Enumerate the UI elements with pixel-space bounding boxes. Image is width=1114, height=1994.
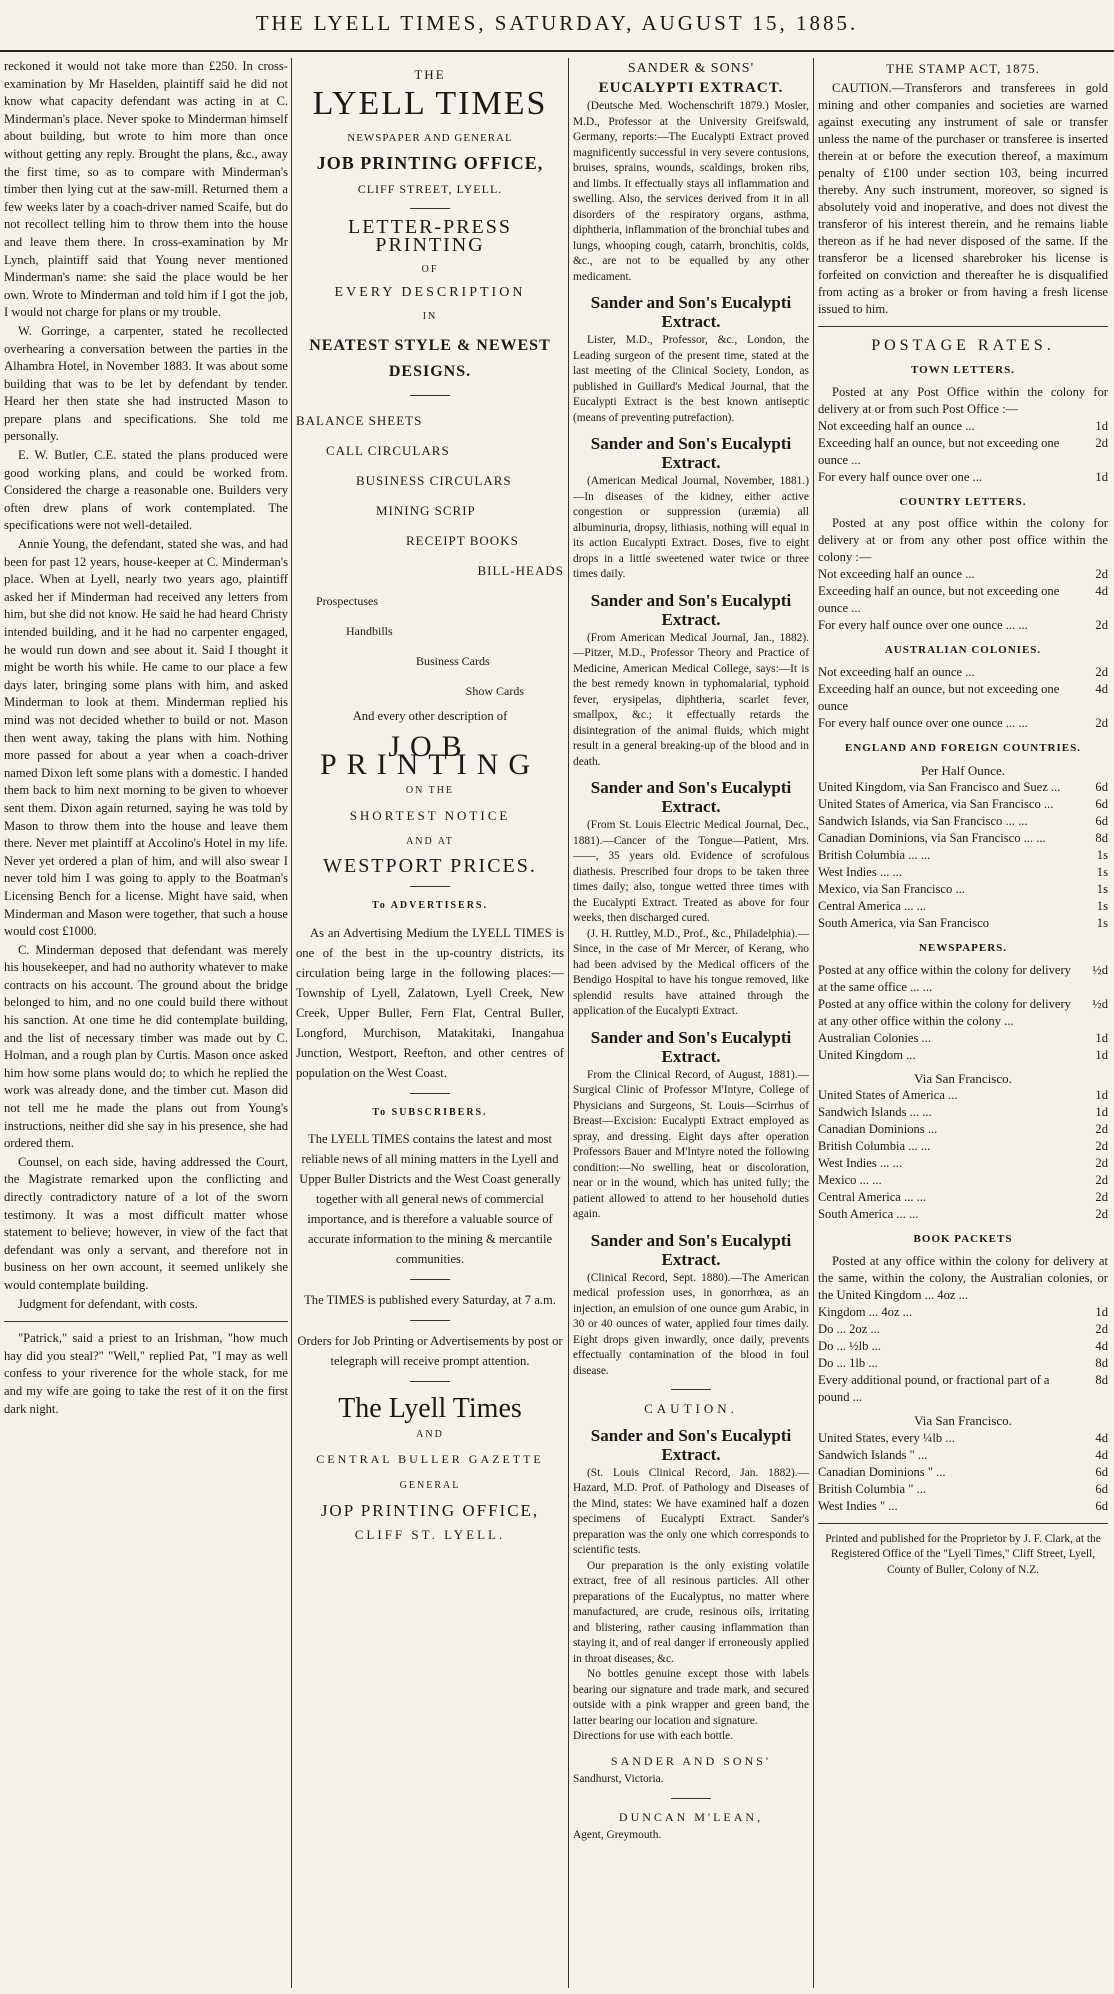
testimonial: From the Clinical Record, of August, 1881).—Surgical Clinic of Professor M'Intyre, College of Physicians and Surgeons, St. Louis—Scirrhus of Breast—Excision: Eucalypti Extract employed as spray, and dressing. Eight days after operation Professors Bauer and M'Intyre noted the following condition:—No swelling, heat or discoloration, near or in the wound, which has united fully; the patient allowed to attend to her household duties again.	[573, 1068, 809, 1221]
rate-row	[818, 813, 1108, 830]
rate-row	[818, 1355, 1108, 1372]
rate-value: 1d	[1095, 469, 1108, 484]
printing-list	[296, 406, 564, 706]
stamp-act-heading: THE STAMP ACT, 1875.	[886, 61, 1040, 76]
rate-section-heading: NEWSPAPERS.	[918, 942, 1008, 955]
caution-text: (St. Louis Clinical Record, Jan. 1882).—Hazard, M.D. Prof. of Pathology and Diseases of the Mind, states: We have examined half a dozen specimens of Eucalypti Extract. Sander's preparation was the only one which corresponds to scientific tests.	[573, 1466, 809, 1557]
rate-value: 2d	[1095, 1156, 1108, 1171]
rate-row	[818, 583, 1108, 617]
rate-value: 8d	[1095, 1355, 1108, 1370]
paper-title: LYELL TIMES	[312, 84, 548, 122]
rate-row	[818, 469, 1108, 486]
rate-value: 1s	[1096, 916, 1108, 931]
rate-row	[818, 1104, 1108, 1121]
rate-value: 1d	[1095, 1304, 1108, 1319]
column-rule	[291, 58, 292, 1988]
rate-table	[818, 566, 1108, 634]
rate-table	[818, 1304, 1108, 1406]
rate-value: 4d	[1095, 1447, 1108, 1462]
rate-row	[818, 435, 1108, 469]
rate-row	[818, 779, 1108, 796]
section-heading: Sander and Son's Eucalypti Extract.	[590, 1425, 792, 1464]
rate-row	[818, 996, 1108, 1030]
advert-title: EUCALYPTI EXTRACT.	[598, 79, 784, 96]
rate-label: British Columbia ... ...	[818, 848, 931, 863]
rate-label: Central America ... ...	[818, 1190, 927, 1205]
eucalypti-advert-column	[573, 58, 809, 1983]
list-item: BILL-HEADS	[477, 563, 564, 579]
rate-value: ½d	[1092, 962, 1108, 977]
testimonial: (Clinical Record, Sept. 1880).—The American medical profession uses, in gonorrhœa, as an injection, an emulsion of one ounce gum Arabic, in 30 or 40 ounces of water, applied four times daily. Eight drops given inwardly, once daily, prevents effectually contamination of the blood in foul disease.	[573, 1271, 809, 1377]
rate-row	[818, 1138, 1108, 1155]
rate-label: United States of America, via San Francisco ...	[818, 797, 1054, 812]
rate-row	[818, 962, 1108, 996]
rate-label: Australian Colonies ...	[818, 1030, 931, 1045]
list-item: CALL CIRCULARS	[326, 443, 450, 459]
rate-value: 2d	[1095, 1139, 1108, 1154]
every-description: EVERY DESCRIPTION	[334, 285, 526, 301]
testimonial: (Deutsche Med. Wochenschrift 1879.) Mosler, M.D., Professor at the University Greifswald, Germany, reports:—The Eucalypti Extract proved magnificently successful in very severe contusions, bruises, sprains, wounds, scaldings, broken ribs, and limbs. It effectually stays all inflammation and swelling. Also, the services derived from it in all disorders of the respiratory organs, asthma, diphtheria, inflammation of the bronchial tubes and lungs, whooping cough, catarrh, bronchitis, colds, &c., are not to be equalled by any other medicament.	[573, 100, 809, 283]
rate-row	[818, 1155, 1108, 1172]
rate-row	[818, 1430, 1108, 1447]
and-text: AND	[416, 1428, 444, 1440]
rate-label: United States, every ¼lb ...	[818, 1430, 955, 1445]
rate-row	[818, 864, 1108, 881]
rate-row	[818, 1304, 1108, 1321]
rate-row	[818, 418, 1108, 435]
rate-label: South America, via San Francisco	[818, 916, 990, 931]
rate-value: 2d	[1095, 1190, 1108, 1205]
rate-label: Mexico ... ...	[818, 1173, 882, 1188]
rate-label: For every half ounce over one ounce ... ...	[818, 715, 1028, 730]
paragraph: C. Minderman deposed that defendant was merely his housekeeper, and had no authority whatever to make contracts on his account. The ground about the bridge belonged to him, and no one could build there without his sanction. At one time he did contemplate building, and the list of necessary timber was made out by C. Holman, and a rough plan by Curtis. Mason once asked him how some plans would do; to which he replied the work was already done, and the timber cut. Mason did not tell me he made the plans out from Young's instructions, neither did she say in his presence, she had ordered them.	[4, 942, 288, 1151]
rate-value: 4d	[1095, 584, 1108, 599]
rate-section-heading: COUNTRY LETTERS.	[899, 495, 1027, 508]
list-item: MINING SCRIP	[376, 503, 476, 519]
rate-row	[818, 1321, 1108, 1338]
rate-value: 2d	[1095, 715, 1108, 730]
rate-label: Not exceeding half an ounce ...	[818, 567, 975, 582]
rate-table	[818, 779, 1108, 932]
rate-label: United States of America ...	[818, 1088, 958, 1103]
directions: Directions for use with each bottle.	[573, 1730, 734, 1743]
rate-row	[818, 898, 1108, 915]
advert-brand: SANDER & SONS'	[627, 61, 755, 76]
rate-value: ½d	[1092, 996, 1108, 1011]
per-half-ounce: Per Half Ounce.	[920, 762, 1006, 778]
section-heading: Sander and Son's Eucalypti Extract.	[590, 1230, 792, 1269]
divider	[410, 1279, 450, 1280]
rate-row	[818, 1189, 1108, 1206]
of-text: OF	[421, 263, 439, 275]
rate-row	[818, 1087, 1108, 1104]
every-other-description: And every other description of	[352, 709, 508, 724]
divider	[818, 1523, 1108, 1524]
testimonial: (American Medical Journal, November, 1881.)—In diseases of the kidney, either active congestion or suppression (uræmia) all albuminuria, dropsy, lithiasis, nothing will equal in its action Eucalypti Extract. Doses, five to eight drops in a little sweetened water twice or three times daily.	[573, 475, 809, 581]
list-item: Prospectuses	[316, 594, 378, 609]
rate-label: Canadian Dominions, via San Francisco ... ...	[818, 831, 1046, 846]
rate-label: Exceeding half an ounce, but not exceeding one ounce	[818, 681, 1060, 713]
rate-row	[818, 1030, 1108, 1047]
rate-table	[818, 1430, 1108, 1515]
rate-row	[818, 1206, 1108, 1223]
rate-label: Posted at any office within the colony for delivery at any other office within the colony ...	[818, 996, 1071, 1028]
testimonial: (J. H. Ruttley, M.D., Prof., &c., Philadelphia).—Since, in the case of Mr Mercer, of Kerang, who had been advised by the Medical officers of the Bendigo Hospital to have his tongue removed, like splendid results have attained through the application of the Eucalypti Extract.	[573, 927, 809, 1018]
rate-label: Exceeding half an ounce, but not exceeding one ounce ...	[818, 584, 1060, 616]
rate-label: British Columbia ... ...	[818, 1139, 931, 1154]
list-item: Show Cards	[465, 684, 524, 699]
divider	[4, 1321, 288, 1322]
rate-value: 6d	[1095, 1464, 1108, 1479]
rate-row	[818, 1498, 1108, 1515]
shortest-notice: SHORTEST NOTICE	[349, 808, 511, 824]
rate-value: 4d	[1095, 1338, 1108, 1353]
rate-row	[818, 1481, 1108, 1498]
testimonial: Lister, M.D., Professor, &c., London, the Leading surgeon of the present time, stated at the last meeting of the Clinical Society, London, as published in Guillard's Medical Journal, that the Eucalypti Extract is the best known antiseptic (means of preventing putrefaction).	[573, 334, 809, 424]
rate-section-heading: ENGLAND AND FOREIGN COUNTRIES.	[845, 741, 1081, 754]
rate-value: 6d	[1095, 797, 1108, 812]
rate-label: Sandwich Islands, via San Francisco ... ...	[818, 814, 1028, 829]
orders-notice: Orders for Job Printing or Advertisements by post or telegraph will receive prompt attention.	[297, 1334, 563, 1369]
divider	[671, 1389, 711, 1390]
on-the-text: ON THE	[405, 784, 455, 796]
court-report-column	[4, 58, 288, 1983]
subscribers-heading: To SUBSCRIBERS.	[372, 1106, 488, 1118]
rate-value: 4d	[1095, 1430, 1108, 1445]
rate-row	[818, 1172, 1108, 1189]
rate-label: For every half ounce over one ...	[818, 469, 983, 484]
rate-row	[818, 1372, 1108, 1406]
rate-value: 2d	[1095, 1321, 1108, 1336]
address: CLIFF STREET, LYELL.	[357, 181, 503, 196]
paragraph: reckoned it would not take more than £250. In cross-examination by Mr Haselden, plaintiff said he did not know what capacity defendant was acting in at C. Minderman's place. Never spoke to Minderman himself about building, but wrote to him more than once without getting any reply. Brought the plans, &c., away the first time, so as to compare with Minderman's timber then lying cut at the saw-mill. Returned them a few weeks later by a coach-driver named Scaife, but do not recollect telling him to throw them into the house and leave them there. In cross-examination by Mr Lynch, plaintiff said that Young never mentioned Minderman's name: she said the place would be her own. Wrote to Minderman and told him if I got the job, I would not charge for plans or my trouble.	[4, 59, 288, 320]
rate-label: Canadian Dominions ...	[818, 1122, 938, 1137]
rate-label: British Columbia " ...	[818, 1481, 926, 1496]
rate-label: West Indies ... ...	[818, 865, 902, 880]
column-rule	[568, 58, 569, 1988]
rate-value: 1s	[1096, 882, 1108, 897]
job-printing-office: JOP PRINTING OFFICE,	[320, 1501, 540, 1521]
divider	[410, 395, 450, 396]
rate-label: Central America ... ...	[818, 899, 927, 914]
rate-label: United Kingdom ...	[818, 1047, 916, 1062]
rate-row	[818, 1338, 1108, 1355]
rate-section-heading: TOWN LETTERS.	[911, 364, 1015, 377]
gazette-name: CENTRAL BULLER GAZETTE	[316, 1452, 544, 1467]
list-item: RECEIPT BOOKS	[406, 533, 519, 549]
rate-label: Kingdom ... 4oz ...	[818, 1304, 913, 1319]
section-heading: Sander and Son's Eucalypti Extract.	[590, 778, 792, 817]
job-printing-heading: JOB PRINTING	[320, 730, 540, 781]
rate-row	[818, 617, 1108, 634]
rate-row	[818, 796, 1108, 813]
rate-value: 8d	[1095, 1372, 1108, 1387]
rate-label: Do ... 1lb ...	[818, 1355, 878, 1370]
maker-name: SANDER AND SONS'	[610, 1753, 772, 1768]
rate-label: South America ... ...	[818, 1207, 919, 1222]
rate-section-heading: BOOK PACKETS	[913, 1233, 1013, 1246]
divider	[410, 208, 450, 209]
rate-label: Not exceeding half an ounce ...	[818, 664, 975, 679]
rate-label: For every half ounce over one ounce ... ...	[818, 618, 1028, 633]
rate-label: Canadian Dominions " ...	[818, 1464, 946, 1479]
masthead: THE LYELL TIMES, SATURDAY, AUGUST 15, 1885.	[255, 11, 859, 35]
divider	[410, 1093, 450, 1094]
rate-value: 1d	[1095, 1047, 1108, 1062]
rate-value: 6d	[1095, 1481, 1108, 1496]
rate-value: 1d	[1095, 1088, 1108, 1103]
rate-value: 2d	[1095, 618, 1108, 633]
paragraph: Judgment for defendant, with costs.	[18, 1296, 198, 1311]
column-rule	[813, 58, 814, 1988]
rate-row	[818, 715, 1108, 732]
imprint: Printed and published for the Proprietor by J. F. Clark, at the Registered Office of the "Lyell Times," Cliff Street, Lyell, County of Buller, Colony of N.Z.	[825, 1532, 1101, 1576]
rate-row	[818, 915, 1108, 932]
rate-label: Mexico, via San Francisco ...	[818, 882, 965, 897]
rate-value: 2d	[1095, 1122, 1108, 1137]
caution-heading: CAUTION.	[644, 1401, 738, 1417]
rate-row	[818, 664, 1108, 681]
in-text: IN	[422, 310, 438, 322]
stamp-act-text: CAUTION.—Transferors and transferees in gold mining and other companies and societies are warned against executing any instrument of sale or transfer unless the name of the purchaser or transferee is inserted therein at or before the execution thereof, a maximum penalty of £100 under section 103, being incurred thereby. Any such instrument, moreover, so signed is absolutely void and inoperative, and does not divest the transferor of his interest therein, and he remains liable thereon as if he had never disposed of the same. If the transferor be a licensed sharebroker his license is forfeited on conviction and thereafter he is disqualified from acting as a broker or from having a fresh license issued to him.	[818, 80, 1108, 316]
rate-value: 1d	[1095, 418, 1108, 433]
letterpress-heading: LETTER-PRESS PRINTING	[347, 216, 512, 256]
testimonial: (From St. Louis Electric Medical Journal, Dec., 1881).—Cancer of the Tongue—Patient, Mrs. ——, 35 years old. Evidence of scrofulous diathesis. Prescribed four drops to be taken three times daily; also, tongue wetted three times with the Eucalypti Extract. Treated as above for four weeks, then discharged cured.	[573, 819, 809, 925]
agent-location: Agent, Greymouth.	[573, 1829, 662, 1842]
list-item: BALANCE SHEETS	[296, 413, 423, 429]
rate-row	[818, 1447, 1108, 1464]
rate-label: Every additional pound, or fractional part of a pound ...	[818, 1372, 1050, 1404]
rate-intro: Posted at any post office within the colony for delivery at or from any other post office within the colony :—	[818, 516, 1108, 565]
lyell-times-advert-column	[296, 58, 564, 1983]
rate-label: Sandwich Islands " ...	[818, 1447, 928, 1462]
published-notice: The TIMES is published every Saturday, at 7 a.m.	[304, 1293, 556, 1308]
via-san-francisco: Via San Francisco.	[914, 1070, 1012, 1086]
rate-row	[818, 566, 1108, 583]
agent-name: DUNCAN M'LEAN,	[618, 1809, 764, 1824]
rate-row	[818, 881, 1108, 898]
rate-label: Do ... ½lb ...	[818, 1338, 881, 1353]
testimonial: (From American Medical Journal, Jan., 1882).—Pitzer, M.D., Professor Theory and Practice of Medicine, American Medical College, says:—It is the best remedy known in typhomalarial, typhoid fever, erysipelas, diphtheria, scarlet fever, smallpox, &c.; it effectually retards the disintegration of the animal fluids, which might result in a general breaking-up of the blood and in death.	[573, 631, 809, 768]
rate-value: 4d	[1095, 681, 1108, 696]
notices-column	[818, 58, 1108, 1983]
paper-title-secondary: The Lyell Times	[338, 1393, 522, 1425]
rate-value: 6d	[1095, 814, 1108, 829]
rate-table	[818, 962, 1108, 1064]
rate-value: 2d	[1095, 664, 1108, 679]
divider	[818, 326, 1108, 327]
rate-label: Not exceeding half an ounce ...	[818, 418, 975, 433]
rate-table	[818, 664, 1108, 732]
masthead-rule	[0, 50, 1114, 52]
divider	[410, 1381, 450, 1382]
neatest-style: NEATEST STYLE & NEWEST DESIGNS.	[309, 337, 551, 381]
rate-intro: Posted at any Post Office within the colony for delivery at or from such Post Office :—	[818, 384, 1108, 416]
paragraph: E. W. Butler, C.E. stated the plans produced were good working plans, and could be worked from. Considered the charge a reasonable one. Builders very often drew plans of work contemplated. The specifications were not well-detailed.	[4, 448, 288, 533]
rate-value: 8d	[1095, 831, 1108, 846]
westport-prices: WESTPORT PRICES.	[323, 855, 537, 878]
subtitle: NEWSPAPER AND GENERAL	[347, 131, 513, 144]
rate-label: West Indies " ...	[818, 1498, 898, 1513]
postage-rates-heading: POSTAGE RATES.	[871, 336, 1055, 354]
paragraph: Annie Young, the defendant, stated she was, and had been for past 12 years, house-keeper at C. Minderman's place. When at Lyell, nearly two years ago, plaintiff asked her if Minderman had received any letters from him, but she did not know. He said he had heard Christy intended building, and it he had no carpenter engaged, he would run down and see about it. Said I thought it might be worth his while. He came to our place a few days later, bringing some plans with him, and asked Minderman to look at them. Minderman replied his mind was not decided whether to build or not. Mason then went away, taking the plans with him. Nothing more passed for about a year when a coach-driver named Dixon left some plans with a domestic. I handed them back to him next morning to be given to whoever sent them. Dixon again returned, saying he was told by Mason to throw them into the house and leave them there. Never met plaintiff at Accolino's Hotel in my life. Never yet ordered a plan of him, and will also swear I never told him I was going to apply to the Boatman's Licensing Bench for a license. Might have said, when Minderman and Mason were together, that such a house would cost £1000.	[4, 537, 288, 939]
address-secondary: CLIFF ST. LYELL.	[354, 1527, 506, 1543]
rate-label: Posted at any office within the colony for delivery at the same office ... ...	[818, 962, 1071, 994]
section-heading: Sander and Son's Eucalypti Extract.	[590, 590, 792, 629]
advertisers-text: As an Advertising Medium the LYELL TIMES is one of the best in the up-country districts, its circulation being large in the following places:—Township of Lyell, Zalatown, Lyell Creek, New Creek, Upper Buller, Fern Flat, Central Buller, Longford, Murchison, Matakitaki, Inangahua Junction, Westport, Reefton, and other centres of population on the West Coast.	[296, 925, 564, 1080]
job-office-heading: JOB PRINTING OFFICE,	[316, 153, 544, 174]
general-text: GENERAL	[399, 1479, 461, 1491]
rate-section-heading: AUSTRALIAN COLONIES.	[884, 644, 1042, 657]
rate-value: 1s	[1096, 899, 1108, 914]
list-item: Business Cards	[416, 654, 490, 669]
rate-label: Do ... 2oz ...	[818, 1321, 880, 1336]
list-item: BUSINESS CIRCULARS	[356, 473, 512, 489]
rate-value: 1s	[1096, 848, 1108, 863]
rate-label: Sandwich Islands ... ...	[818, 1105, 932, 1120]
paragraph: W. Gorringe, a carpenter, stated he recollected overhearing a conversation between the parties in the Alhambra Hotel, in November 1883. It was about some building that was to be let by defendant by tender. Heard her then state she had instructed Mason to prepare plans and specifications. She told me personally.	[4, 323, 288, 444]
rate-value: 1s	[1096, 865, 1108, 880]
rate-row	[818, 1047, 1108, 1064]
rate-value: 1d	[1095, 1030, 1108, 1045]
section-heading: Sander and Son's Eucalypti Extract.	[590, 434, 792, 473]
rate-label: West Indies ... ...	[818, 1156, 902, 1171]
rate-value: 6d	[1095, 1498, 1108, 1513]
preparation-text: Our preparation is the only existing volatile extract, free of all resinous particles. All other preparations of the Eucalyptus, no matter where manufactured, are crude, resinous oils, irritating and blistering, rather causing inflammation than staying it, and of real danger if erroneously applied in throat diseases, &c.	[573, 1559, 809, 1665]
and-at-text: AND AT	[406, 835, 454, 847]
title-article: THE	[414, 67, 446, 82]
rate-intro: Posted at any office within the colony for delivery at the same, within the colony, the Australian colonies, or the United Kingdom ... 4oz ...	[818, 1253, 1108, 1302]
paragraph: Counsel, on each side, having addressed the Court, the Magistrate remarked upon the conflicting and directly contradictory nature of a lot of the sworn testimony. It was a most difficult matter whose statement to believe; however, in view of the fact that defendant was only a servant, and therefore not in business on her own account, it seemed unlikely she would contemplate building.	[4, 1154, 288, 1292]
section-heading: Sander and Son's Eucalypti Extract.	[590, 1027, 792, 1066]
divider	[410, 886, 450, 887]
divider	[671, 1798, 711, 1799]
rate-row	[818, 1121, 1108, 1138]
rate-value: 2d	[1095, 567, 1108, 582]
list-item: Handbills	[346, 624, 393, 639]
rate-value: 6d	[1095, 780, 1108, 795]
rate-row	[818, 830, 1108, 847]
divider	[410, 1320, 450, 1321]
rate-value: 1d	[1095, 1105, 1108, 1120]
rate-label: Exceeding half an ounce, but not exceeding one ounce ...	[818, 435, 1060, 467]
rate-row	[818, 1464, 1108, 1481]
rate-label: United Kingdom, via San Francisco and Suez ...	[818, 780, 1061, 795]
rate-table	[818, 1087, 1108, 1223]
rate-table	[818, 418, 1108, 486]
maker-location: Sandhurst, Victoria.	[573, 1773, 664, 1786]
rate-row	[818, 681, 1108, 715]
rate-value: 2d	[1095, 1173, 1108, 1188]
joke-paragraph: "Patrick," said a priest to an Irishman, "how much hay did you steal?" "Well," replied Pat, "I may as well confess to your riverence for the whole stack, for me and my wife are going to take the rest of it on the first dark night.	[4, 1331, 288, 1416]
section-heading: Sander and Son's Eucalypti Extract.	[590, 293, 792, 332]
bottles-text: No bottles genuine except those with labels bearing our signature and trade mark, and secured outside with a pink wrapper and green band, the latter bearing our location and signature.	[573, 1668, 809, 1727]
rate-row	[818, 847, 1108, 864]
rate-value: 2d	[1095, 1207, 1108, 1222]
subscribers-text: The LYELL TIMES contains the latest and most reliable news of all mining matters in the Lyell and Upper Buller Districts and the West Coast generally together with all general news of commercial importance, and is therefore a valuable source of accurate information to the mining & mercantile communities.	[299, 1132, 561, 1267]
via-san-francisco: Via San Francisco.	[914, 1412, 1012, 1428]
advertisers-heading: To ADVERTISERS.	[372, 899, 488, 911]
rate-value: 2d	[1095, 435, 1108, 450]
